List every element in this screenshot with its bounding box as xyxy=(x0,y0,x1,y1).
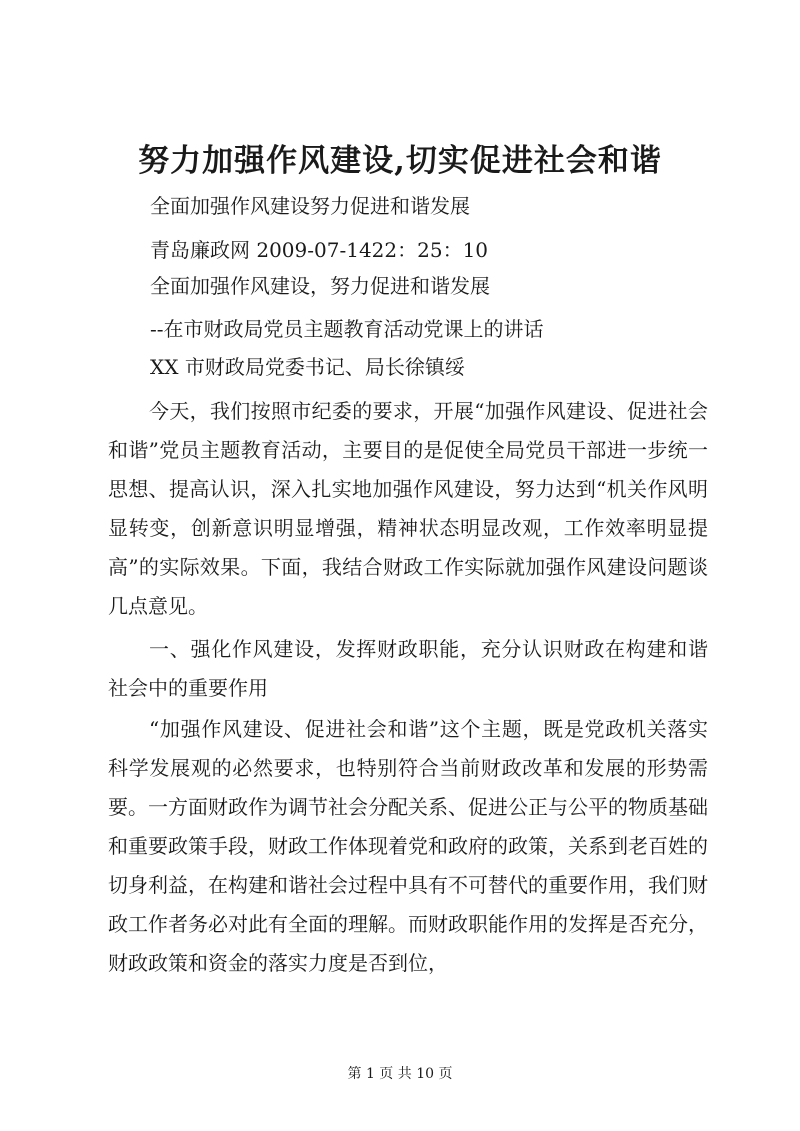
speaker-line: XX 市财政局党委书记、局长徐镇绥 xyxy=(150,355,465,379)
heading-repeat: 全面加强作风建设，努力促进和谐发展 xyxy=(150,274,490,298)
document-title: 努力加强作风建设,切实促进社会和谐 xyxy=(138,143,662,179)
source-line: 青岛廉政网 2009-07-1422：25：10 xyxy=(150,238,489,262)
section-heading-1: 一、强化作风建设，发挥财政职能，充分认识财政在构建和谐社会中的重要作用 xyxy=(108,637,708,700)
speech-note: --在市财政局党员主题教育活动党课上的讲话 xyxy=(150,317,544,341)
page-footer: 第 1 页 共 10 页 xyxy=(347,1066,453,1082)
paragraph-intro: 今天，我们按照市纪委的要求，开展“加强作风建设、促进社会和谐”党员主题教育活动，主要目的是促使全局党员干部进一步统一思想、提高认识，深入扎实地加强作风建设，努力达到“机关作风明显转变，创新意识明显增强，精神状态明显改观，工作效率明显提高”的实际效果。下面，我结合财政工作实际就加强作风建设问题谈几点意见。 xyxy=(108,399,708,618)
paragraph-section-1: “加强作风建设、促进社会和谐”这个主题，既是党政机关落实科学发展观的必然要求，也特别符合当前财政改革和发展的形势需要。一方面财政作为调节社会分配关系、促进公正与公平的物质基础和重要政策手段，财政工作体现着党和政府的政策，关系到老百姓的切身利益，在构建和谐社会过程中具有不可替代的重要作用，我们财政工作者务必对此有全面的理解。而财政职能作用的发挥是否充分，财政政策和资金的落实力度是否到位， xyxy=(108,717,708,975)
subtitle: 全面加强作风建设努力促进和谐发展 xyxy=(150,194,470,218)
